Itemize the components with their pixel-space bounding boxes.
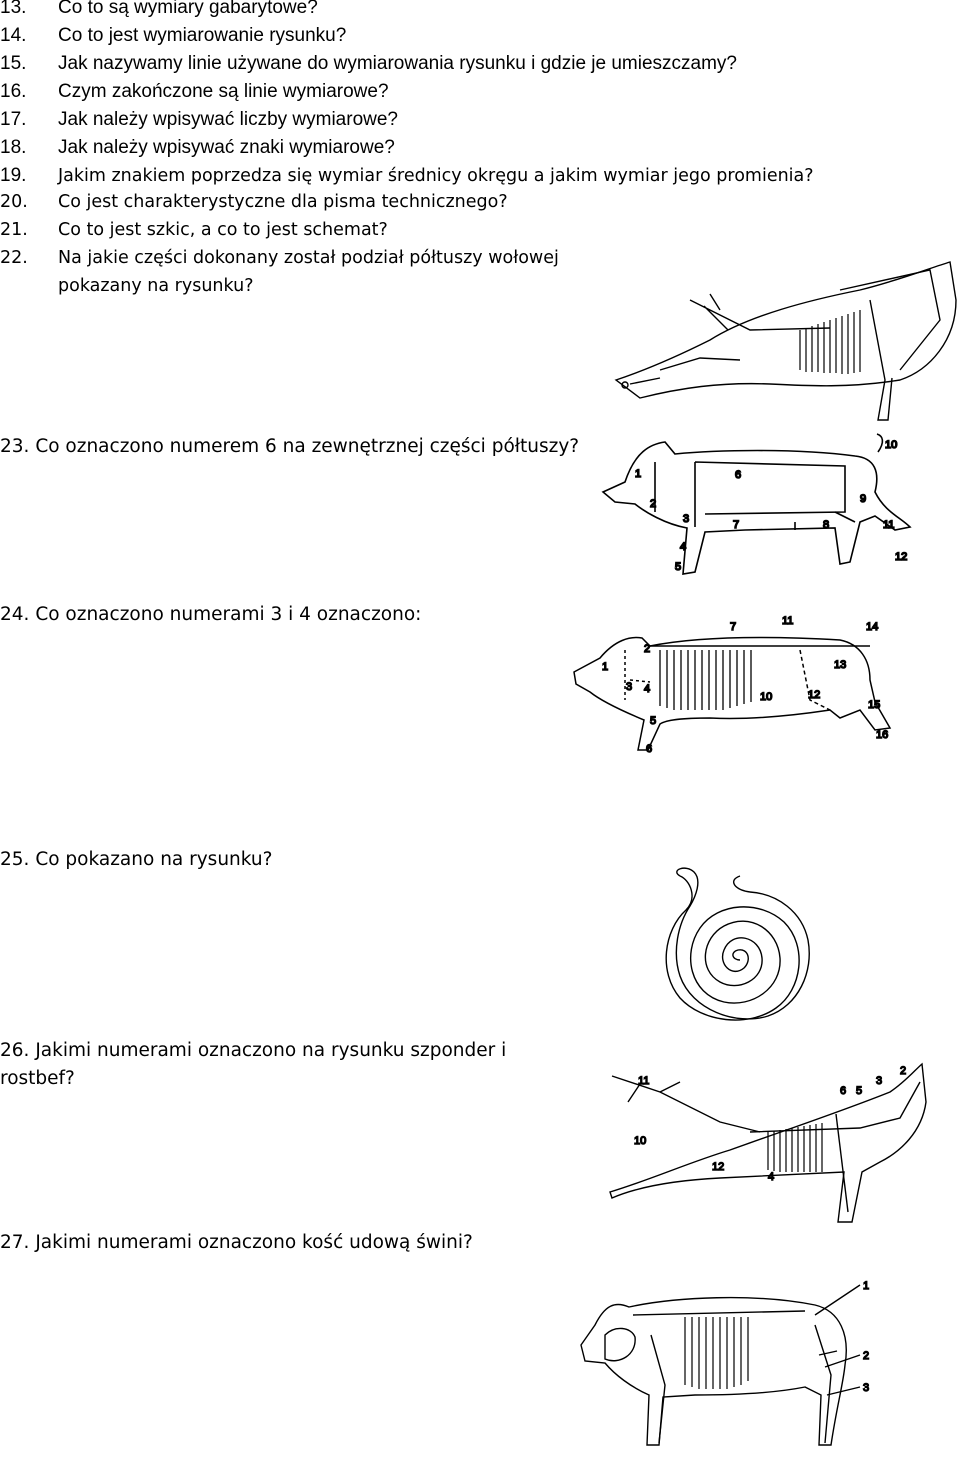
question-24 — [0, 604, 421, 625]
question-number: 18. — [0, 137, 27, 158]
question-text: Co to jest szkic, a co to jest schemat? — [58, 220, 388, 240]
skeleton-label-2: 2 — [863, 1350, 870, 1362]
question-text: Co pokazano na rysunku? — [35, 849, 273, 870]
question-26 — [0, 1040, 506, 1061]
cut-label-2: 2 — [650, 498, 657, 510]
cut-label-10: 10 — [885, 439, 898, 451]
cut-label-3: 3 — [626, 681, 633, 693]
question-16 — [0, 81, 389, 103]
cut-label-6: 6 — [646, 743, 653, 755]
question-19 — [0, 165, 814, 187]
question-20 — [0, 192, 508, 212]
cut-label-11: 11 — [638, 1075, 650, 1087]
cut-label-9: 9 — [860, 493, 867, 505]
question-number: 16. — [0, 81, 27, 102]
cut-label-11: 11 — [782, 615, 794, 627]
question-text: Co oznaczono numerem 6 na zewnętrznej części półtuszy? — [35, 436, 580, 457]
pig-rib-cuts-figure — [570, 610, 900, 760]
question-text: Jakimi numerami oznaczono na rysunku szponder i — [35, 1040, 507, 1061]
question-13 — [0, 0, 318, 19]
cut-label-4: 4 — [644, 683, 651, 695]
cut-label-12: 12 — [808, 689, 821, 701]
question-number: 20. — [0, 192, 28, 212]
question-number: 17. — [0, 109, 27, 130]
question-number: 22. — [0, 248, 28, 268]
question-number: 25. — [0, 849, 30, 870]
question-text: Co jest charakterystyczne dla pisma technicznego? — [58, 192, 508, 212]
question-text: Czym zakończone są linie wymiarowe? — [58, 81, 389, 102]
cut-label-1: 1 — [635, 468, 642, 480]
beef-numbered-figure — [600, 1062, 930, 1232]
question-number: 19. — [0, 165, 27, 186]
question-number: 23. — [0, 436, 30, 457]
skeleton-label-1: 1 — [863, 1280, 870, 1292]
question-14 — [0, 25, 346, 47]
question-25 — [0, 849, 272, 870]
question-number: 15. — [0, 53, 27, 74]
cut-label-2: 2 — [644, 643, 651, 655]
cut-label-5: 5 — [650, 715, 657, 727]
question-number: 13. — [0, 0, 27, 18]
question-text: Co oznaczono numerami 3 i 4 oznaczono: — [35, 604, 422, 625]
question-18 — [0, 137, 395, 159]
question-text: Jak należy wpisywać znaki wymiarowe? — [58, 137, 395, 158]
question-number: 26. — [0, 1040, 30, 1061]
question-number: 27. — [0, 1232, 30, 1253]
cut-label-3: 3 — [683, 513, 690, 525]
question-number: 21. — [0, 220, 28, 240]
cut-label-14: 14 — [866, 621, 879, 633]
pig-outer-cuts-figure — [595, 432, 915, 582]
cut-label-7: 7 — [730, 621, 737, 633]
cut-label-12: 12 — [712, 1161, 725, 1173]
cut-label-8: 8 — [823, 519, 830, 531]
question-number: 24. — [0, 604, 30, 625]
question-22-line2 — [58, 276, 254, 296]
cut-label-5: 5 — [675, 561, 682, 573]
question-text: Co to jest wymiarowanie rysunku? — [58, 25, 347, 46]
question-number: 14. — [0, 25, 27, 46]
question-text: Jakim znakiem poprzedza się wymiar średnicy okręgu a jakim wymiar jego promienia? — [58, 166, 814, 186]
question-text-continued: pokazany na rysunku? — [58, 276, 254, 296]
cut-label-10: 10 — [634, 1135, 647, 1147]
cut-label-1: 1 — [602, 661, 609, 673]
question-17 — [0, 109, 398, 131]
spiral-intestine-figure — [650, 860, 830, 1030]
cut-label-12: 12 — [895, 551, 908, 563]
question-text: Jak nazywamy linie używane do wymiarowania rysunku i gdzie je umieszczamy? — [58, 53, 737, 74]
beef-carcass-figure — [600, 260, 960, 430]
question-text: Jak należy wpisywać liczby wymiarowe? — [58, 109, 398, 130]
question-23 — [0, 436, 579, 457]
cut-label-3: 3 — [876, 1075, 883, 1087]
question-15 — [0, 53, 737, 75]
cut-label-2: 2 — [900, 1065, 907, 1077]
question-27 — [0, 1232, 473, 1253]
cut-label-13: 13 — [834, 659, 847, 671]
cut-label-5: 5 — [856, 1085, 863, 1097]
question-26-line2 — [0, 1068, 75, 1089]
question-text: Na jakie części dokonany został podział półtuszy wołowej — [58, 248, 559, 268]
question-text: Jakimi numerami oznaczono kość udową świni? — [35, 1232, 473, 1253]
cut-label-6: 6 — [735, 469, 742, 481]
question-text: Co to są wymiary gabarytowe? — [58, 0, 318, 18]
question-21 — [0, 220, 388, 240]
cut-label-6: 6 — [840, 1085, 847, 1097]
pig-skeleton-figure — [575, 1275, 905, 1455]
cut-label-4: 4 — [680, 541, 687, 553]
cut-label-10: 10 — [760, 691, 773, 703]
question-text-continued: rostbef? — [0, 1068, 75, 1089]
cut-label-16: 16 — [876, 729, 889, 741]
skeleton-label-3: 3 — [863, 1382, 870, 1394]
cut-label-7: 7 — [733, 519, 740, 531]
question-22 — [0, 248, 559, 268]
cut-label-4: 4 — [768, 1171, 775, 1183]
cut-label-15: 15 — [868, 699, 881, 711]
cut-label-11: 11 — [883, 519, 895, 531]
